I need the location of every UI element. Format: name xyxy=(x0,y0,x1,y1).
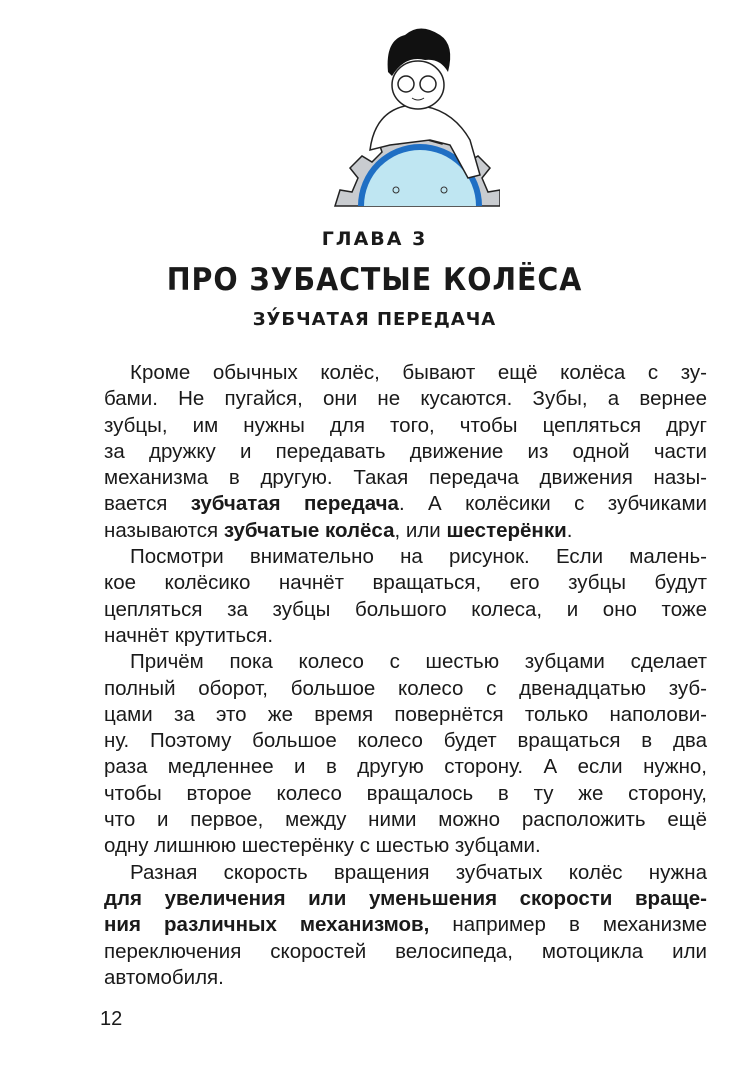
text-line xyxy=(104,702,707,728)
text-line xyxy=(104,886,707,912)
text-segment: автомобиля. xyxy=(104,965,224,989)
text-line xyxy=(104,413,707,439)
text-segment: вается xyxy=(104,492,191,516)
text-segment: Кроме обычных колёс, бывают ещё колёса с зу- xyxy=(130,361,707,384)
text-segment: зубцы, им нужны для того, чтобы цепляться друг xyxy=(104,413,707,437)
text-line xyxy=(104,676,707,702)
text-segment: раза медленнее и в другую сторону. А если нужно, xyxy=(104,755,707,779)
text-segment: ну. Поэтому большое колесо будет вращаться в два xyxy=(104,729,707,753)
text-segment: кое колёсико начнёт вращаться, его зубцы будут xyxy=(104,571,707,595)
body-text xyxy=(104,360,707,991)
text-segment: называются xyxy=(104,518,224,542)
bold-term: зубчатая передача xyxy=(190,492,399,516)
text-line xyxy=(104,518,707,544)
text-segment: начнёт крутиться. xyxy=(104,623,274,647)
text-line xyxy=(104,439,707,465)
bold-term: для увеличения или уменьшения скорости враще- xyxy=(104,886,707,910)
page-number: 12 xyxy=(100,1008,123,1030)
text-segment: одну лишнюю шестерёнку с шестью зубцами. xyxy=(104,834,541,858)
text-segment: переключения скоростей велосипеда, мотоцикла или xyxy=(104,939,707,963)
text-line xyxy=(104,807,707,833)
text-line xyxy=(104,833,707,859)
text-line xyxy=(104,544,707,570)
text-segment: . xyxy=(566,518,573,542)
text-segment: полный оборот, большое колесо с двенадцатью зуб- xyxy=(104,676,707,700)
text-segment: цепляться за зубцы большого колеса, и оно тоже xyxy=(104,597,707,621)
text-line xyxy=(104,939,707,965)
text-line xyxy=(104,649,707,675)
text-segment: Посмотри внимательно на рисунок. Если малень- xyxy=(130,545,707,569)
text-line xyxy=(104,491,707,517)
text-line xyxy=(104,386,707,412)
text-line xyxy=(104,570,707,596)
chapter-label: ГЛАВА 3 xyxy=(321,228,428,250)
text-segment: цами за это же время повернётся только наполови- xyxy=(104,702,707,726)
text-segment: бами. Не пугайся, они не кусаются. Зубы, а вернее xyxy=(104,387,707,411)
text-segment: чтобы второе колесо вращалось в ту же сторону, xyxy=(104,781,707,805)
chapter-title: ПРО ЗУБАСТЫЕ КОЛЁСА xyxy=(166,262,583,298)
text-line xyxy=(104,623,707,649)
text-segment: , или xyxy=(394,518,447,542)
text-segment: за дружку и передавать движение из одной части xyxy=(104,439,707,463)
text-segment: что и первое, между ними можно расположить ещё xyxy=(104,808,707,832)
bold-term: шестерёнки xyxy=(446,518,567,542)
text-segment: например в механизме xyxy=(429,913,707,937)
text-segment: . А колёсики с зубчиками xyxy=(398,492,707,516)
text-line xyxy=(104,465,707,491)
text-line xyxy=(104,965,707,991)
text-line xyxy=(104,360,707,386)
bold-term: зубчатые колёса xyxy=(223,518,395,542)
text-segment: Разная скорость вращения зубчатых колёс нужна xyxy=(130,860,707,884)
text-line xyxy=(104,912,707,938)
text-line xyxy=(104,597,707,623)
chapter-subtitle: ЗУ́БЧАТАЯ ПЕРЕДАЧА xyxy=(252,309,497,330)
text-line xyxy=(104,728,707,754)
text-line xyxy=(104,860,707,886)
text-line xyxy=(104,754,707,780)
boy-with-gear-illustration xyxy=(330,10,500,210)
text-segment: механизма в другую. Такая передача движения назы- xyxy=(104,466,707,490)
text-line xyxy=(104,781,707,807)
text-segment: Причём пока колесо с шестью зубцами сделает xyxy=(130,650,707,674)
bold-term: ния различных механизмов, xyxy=(104,913,430,937)
